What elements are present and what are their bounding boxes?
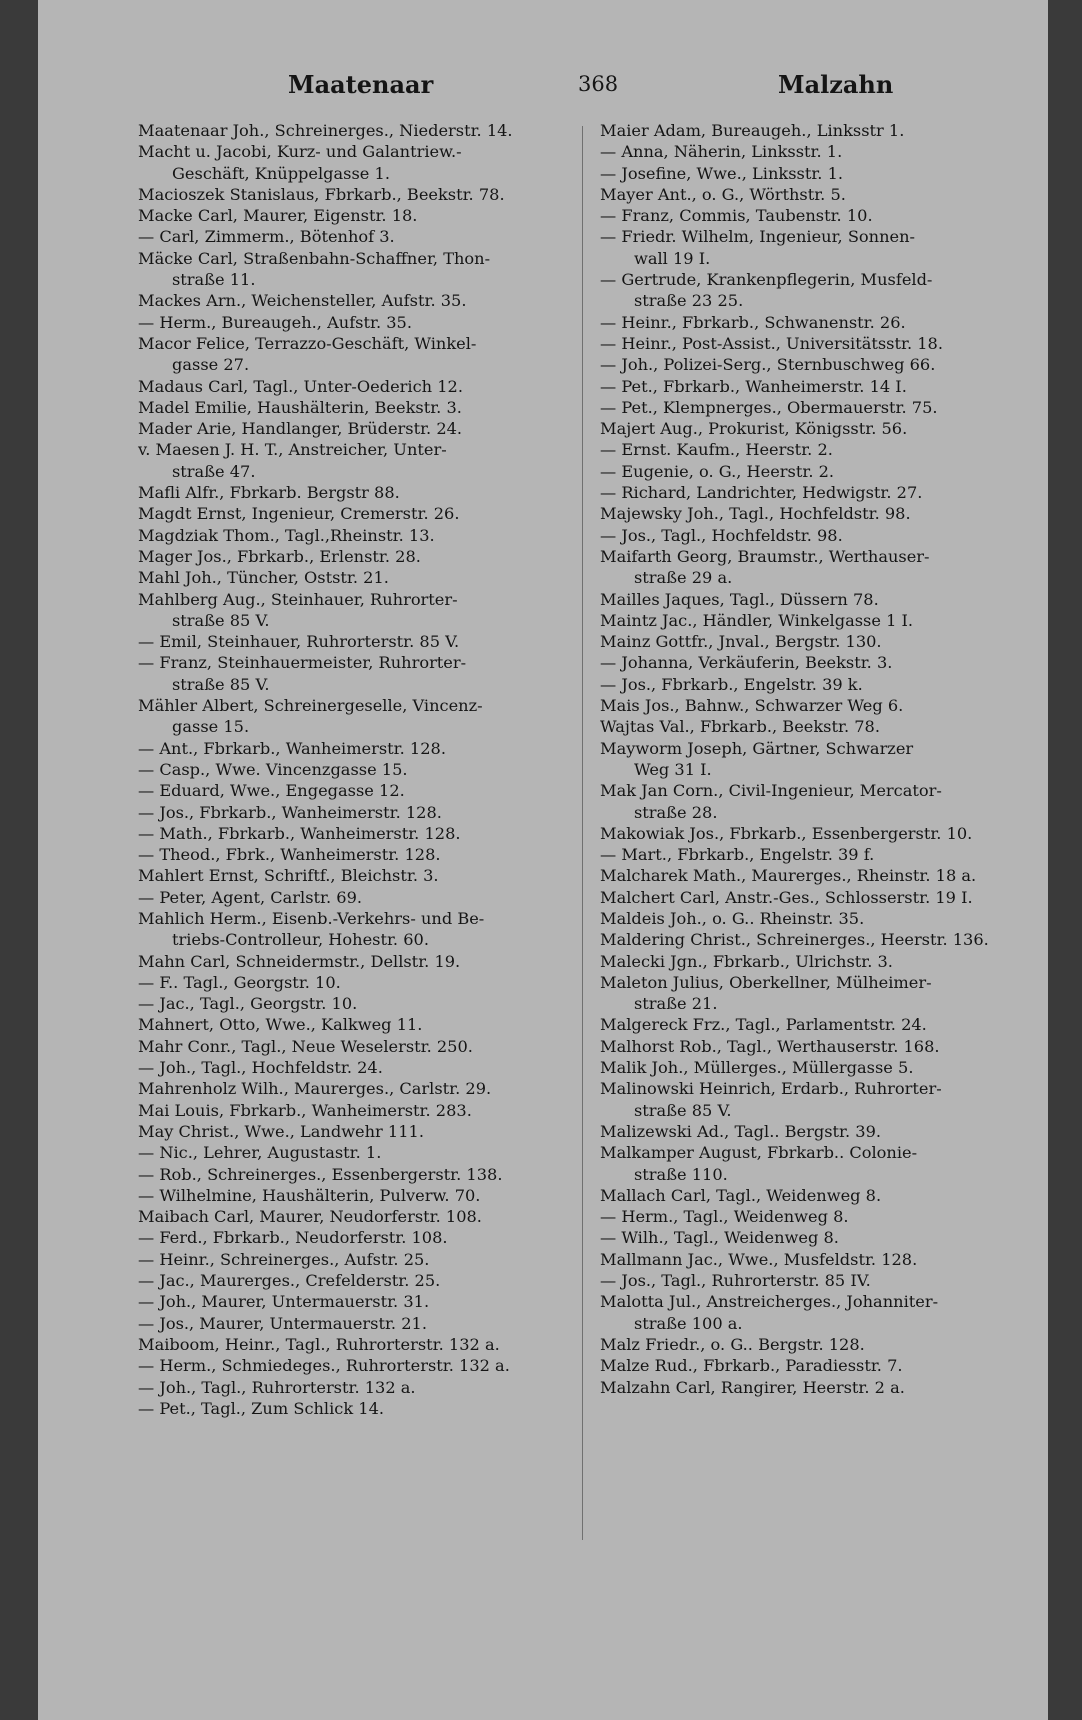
entry-continuation: gasse 27. [172,355,250,375]
directory-entry: — Nic., Lehrer, Augustastr. 1. [138,1143,382,1163]
directory-entry: — Joh., Tagl., Hochfeldstr. 24. [138,1058,383,1078]
entry-continuation: straße 29 a. [634,568,733,588]
directory-entry: Maifarth Georg, Braumstr., Werthauser- [600,546,930,566]
directory-entry: — Theod., Fbrk., Wanheimerstr. 128. [138,845,441,865]
directory-entry: — Joh., Tagl., Ruhrorterstr. 132 a. [138,1377,416,1397]
directory-entry: Magdt Ernst, Ingenieur, Cremerstr. 26. [138,504,460,524]
directory-entry: Malgereck Frz., Tagl., Parlamentstr. 24. [600,1015,927,1035]
directory-entry: — Emil, Steinhauer, Ruhrorterstr. 85 V. [138,632,460,652]
directory-entry: Maleton Julius, Oberkellner, Mülheimer- [600,972,932,992]
directory-entry: — Casp., Wwe. Vincenzgasse 15. [138,759,408,779]
directory-entry: — Heinr., Fbrkarb., Schwanenstr. 26. [600,312,906,332]
directory-entry: Maintz Jac., Händler, Winkelgasse 1 I. [600,610,914,630]
directory-entry: Mahl Joh., Tüncher, Oststr. 21. [138,568,389,588]
right-column [600,120,1040,1398]
directory-entry: — Franz, Steinhauermeister, Ruhrorter- [138,653,467,673]
directory-entry: — Ferd., Fbrkarb., Neudorferstr. 108. [138,1228,448,1248]
directory-entry: — Gertrude, Krankenpflegerin, Musfeld- [600,270,933,290]
directory-entry: — Friedr. Wilhelm, Ingenieur, Sonnen- [600,227,915,247]
directory-entry: Malze Rud., Fbrkarb., Paradiesstr. 7. [600,1356,903,1376]
directory-entry: — Herm., Bureaugeh., Aufstr. 35. [138,312,412,332]
directory-entry: Malotta Jul., Anstreicherges., Johanniter- [600,1292,939,1312]
directory-entry: — Jos., Fbrkarb., Engelstr. 39 k. [600,674,863,694]
directory-entry: — Johanna, Verkäuferin, Beekstr. 3. [600,653,893,673]
directory-entry: — Jos., Tagl., Hochfeldstr. 98. [600,525,843,545]
directory-entry: Mager Jos., Fbrkarb., Erlenstr. 28. [138,546,421,566]
entry-continuation: wall 19 I. [634,248,711,268]
entry-continuation: straße 85 V. [172,674,270,694]
entry-continuation: straße 47. [172,461,256,481]
directory-entry: Wajtas Val., Fbrkarb., Beekstr. 78. [600,717,880,737]
entry-continuation: straße 100 a. [634,1313,743,1333]
directory-entry: Mallach Carl, Tagl., Weidenweg 8. [600,1185,882,1205]
directory-entry: Mailles Jaques, Tagl., Düssern 78. [600,589,879,609]
directory-entry: — Carl, Zimmerm., Bötenhof 3. [138,227,395,247]
directory-entry: Malizewski Ad., Tagl.. Bergstr. 39. [600,1121,882,1141]
directory-entry: Macht u. Jacobi, Kurz- und Galantriew.- [138,142,462,162]
directory-entry: Maier Adam, Bureaugeh., Linksstr 1. [600,121,905,140]
directory-entry: Malhorst Rob., Tagl., Werthauserstr. 168. [600,1036,940,1056]
directory-entry: Madaus Carl, Tagl., Unter-Oederich 12. [138,376,463,396]
directory-entry: — Joh., Maurer, Untermauerstr. 31. [138,1292,430,1312]
directory-entry: Mahr Conr., Tagl., Neue Weselerstr. 250. [138,1036,473,1056]
directory-entry: — Pet., Fbrkarb., Wanheimerstr. 14 I. [600,376,907,396]
directory-entry: — Heinr., Schreinerges., Aufstr. 25. [138,1249,430,1269]
directory-entry: — Eugenie, o. G., Heerstr. 2. [600,461,835,481]
directory-entry: Malcharek Math., Maurerges., Rheinstr. 18 a. [600,866,977,886]
directory-entry: Maldeis Joh., o. G.. Rheinstr. 35. [600,908,865,928]
entry-continuation: straße 21. [634,994,718,1014]
directory-entry: Malz Friedr., o. G.. Bergstr. 128. [600,1334,865,1354]
directory-entry: Mäcke Carl, Straßenbahn-Schaffner, Thon- [138,248,491,268]
column-divider [582,126,583,1540]
directory-entry: Magdziak Thom., Tagl.,Rheinstr. 13. [138,525,435,545]
entry-continuation: triebs-Controlleur, Hohestr. 60. [172,930,429,950]
entry-continuation: straße 28. [634,802,718,822]
directory-entry: Madel Emilie, Haushälterin, Beekstr. 3. [138,397,462,417]
directory-entry: Majewsky Joh., Tagl., Hochfeldstr. 98. [600,504,911,524]
directory-entry: Macor Felice, Terrazzo-Geschäft, Winkel- [138,333,477,353]
directory-entry: — Ernst. Kaufm., Heerstr. 2. [600,440,833,460]
directory-entry: — Math., Fbrkarb., Wanheimerstr. 128. [138,823,461,843]
directory-entry: Maatenaar Joh., Schreinerges., Niederstr. 14. [138,121,513,140]
entry-continuation: straße 85 V. [172,610,270,630]
header-last-name: Malzahn [778,70,894,99]
directory-entry: Majert Aug., Prokurist, Königsstr. 56. [600,419,908,439]
directory-entry: Maibach Carl, Maurer, Neudorferstr. 108. [138,1207,482,1227]
directory-entry: v. Maesen J. H. T., Anstreicher, Unter- [138,440,447,460]
directory-entry: Mähler Albert, Schreinergeselle, Vincenz- [138,696,483,716]
directory-entry: — Eduard, Wwe., Engegasse 12. [138,781,405,801]
directory-entry: — Jos., Fbrkarb., Wanheimerstr. 128. [138,802,442,822]
directory-entry: Malzahn Carl, Rangirer, Heerstr. 2 a. [600,1377,905,1397]
directory-entry: — Jos., Maurer, Untermauerstr. 21. [138,1313,427,1333]
directory-entry: — Jos., Tagl., Ruhrorterstr. 85 IV. [600,1271,871,1291]
directory-entry: Mallmann Jac., Wwe., Musfeldstr. 128. [600,1249,918,1269]
directory-entry: Maiboom, Heinr., Tagl., Ruhrorterstr. 132 a. [138,1334,500,1354]
directory-entry: Mayer Ant., o. G., Wörthstr. 5. [600,184,846,204]
directory-entry: — Jac., Tagl., Georgstr. 10. [138,994,358,1014]
directory-entry: Mahn Carl, Schneidermstr., Dellstr. 19. [138,951,461,971]
entry-continuation: Weg 31 I. [634,759,712,779]
directory-entry: Mahlert Ernst, Schriftf., Bleichstr. 3. [138,866,439,886]
header-first-name: Maatenaar [288,70,434,99]
directory-entry: Malecki Jgn., Fbrkarb., Ulrichstr. 3. [600,951,893,971]
page-number: 368 [578,72,619,96]
directory-entry: Mainz Gottfr., Jnval., Bergstr. 130. [600,632,882,652]
directory-entry: Mahlich Herm., Eisenb.-Verkehrs- und Be- [138,908,485,928]
directory-entry: — Pet., Tagl., Zum Schlick 14. [138,1398,385,1418]
directory-entry: Mackes Arn., Weichensteller, Aufstr. 35. [138,291,467,311]
directory-entry: — Wilhelmine, Haushälterin, Pulverw. 70. [138,1185,481,1205]
directory-entry: — Ant., Fbrkarb., Wanheimerstr. 128. [138,738,446,758]
directory-entry: Malchert Carl, Anstr.-Ges., Schlosserstr. 19 I. [600,887,973,907]
directory-entry: Mak Jan Corn., Civil-Ingenieur, Mercator- [600,781,942,801]
directory-entry: Mahlberg Aug., Steinhauer, Ruhrorter- [138,589,458,609]
directory-entry: Mahrenholz Wilh., Maurerges., Carlstr. 29. [138,1079,492,1099]
directory-entry: May Christ., Wwe., Landwehr 111. [138,1121,424,1141]
entry-continuation: straße 11. [172,270,256,290]
directory-entry: Malkamper August, Fbrkarb.. Colonie- [600,1143,918,1163]
directory-entry: — Rob., Schreinerges., Essenbergerstr. 138. [138,1164,503,1184]
directory-entry: — Anna, Näherin, Linksstr. 1. [600,142,843,162]
directory-entry: — F.. Tagl., Georgstr. 10. [138,972,341,992]
directory-entry: — Joh., Polizei-Serg., Sternbuschweg 66. [600,355,936,375]
directory-entry: — Jac., Maurerges., Crefelderstr. 25. [138,1271,441,1291]
page-header [38,70,1048,110]
directory-entry: Malinowski Heinrich, Erdarb., Ruhrorter- [600,1079,942,1099]
directory-entry: Mahnert, Otto, Wwe., Kalkweg 11. [138,1015,423,1035]
directory-entry: Mais Jos., Bahnw., Schwarzer Weg 6. [600,696,904,716]
directory-entry: — Wilh., Tagl., Weidenweg 8. [600,1228,839,1248]
directory-entry: — Richard, Landrichter, Hedwigstr. 27. [600,483,923,503]
directory-page [38,0,1048,1720]
directory-entry: Makowiak Jos., Fbrkarb., Essenbergerstr. 10. [600,823,973,843]
directory-entry: Macioszek Stanislaus, Fbrkarb., Beekstr. 78. [138,184,505,204]
directory-entry: — Pet., Klempnerges., Obermauerstr. 75. [600,397,938,417]
entry-continuation: straße 110. [634,1164,728,1184]
directory-entry: — Mart., Fbrkarb., Engelstr. 39 f. [600,845,875,865]
left-column [138,120,578,1419]
directory-entry: Mafli Alfr., Fbrkarb. Bergstr 88. [138,483,400,503]
directory-entry: Mayworm Joseph, Gärtner, Schwarzer [600,738,914,758]
directory-entry: — Heinr., Post-Assist., Universitätsstr. 18. [600,333,943,353]
directory-entry: Malik Joh., Müllerges., Müllergasse 5. [600,1058,914,1078]
directory-entry: Mader Arie, Handlanger, Brüderstr. 24. [138,419,463,439]
directory-entry: — Peter, Agent, Carlstr. 69. [138,887,363,907]
directory-entry: — Herm., Schmiedeges., Ruhrorterstr. 132 a. [138,1356,510,1376]
directory-entry: — Franz, Commis, Taubenstr. 10. [600,206,873,226]
entry-continuation: straße 23 25. [634,291,744,311]
entry-continuation: straße 85 V. [634,1100,732,1120]
directory-entry: Maldering Christ., Schreinerges., Heerstr. 136. [600,930,989,950]
directory-entry: Macke Carl, Maurer, Eigenstr. 18. [138,206,418,226]
directory-entry: Mai Louis, Fbrkarb., Wanheimerstr. 283. [138,1100,472,1120]
entry-continuation: gasse 15. [172,717,250,737]
directory-entry: — Josefine, Wwe., Linksstr. 1. [600,163,844,183]
entry-continuation: Geschäft, Knüppelgasse 1. [172,163,390,183]
directory-entry: — Herm., Tagl., Weidenweg 8. [600,1207,849,1227]
